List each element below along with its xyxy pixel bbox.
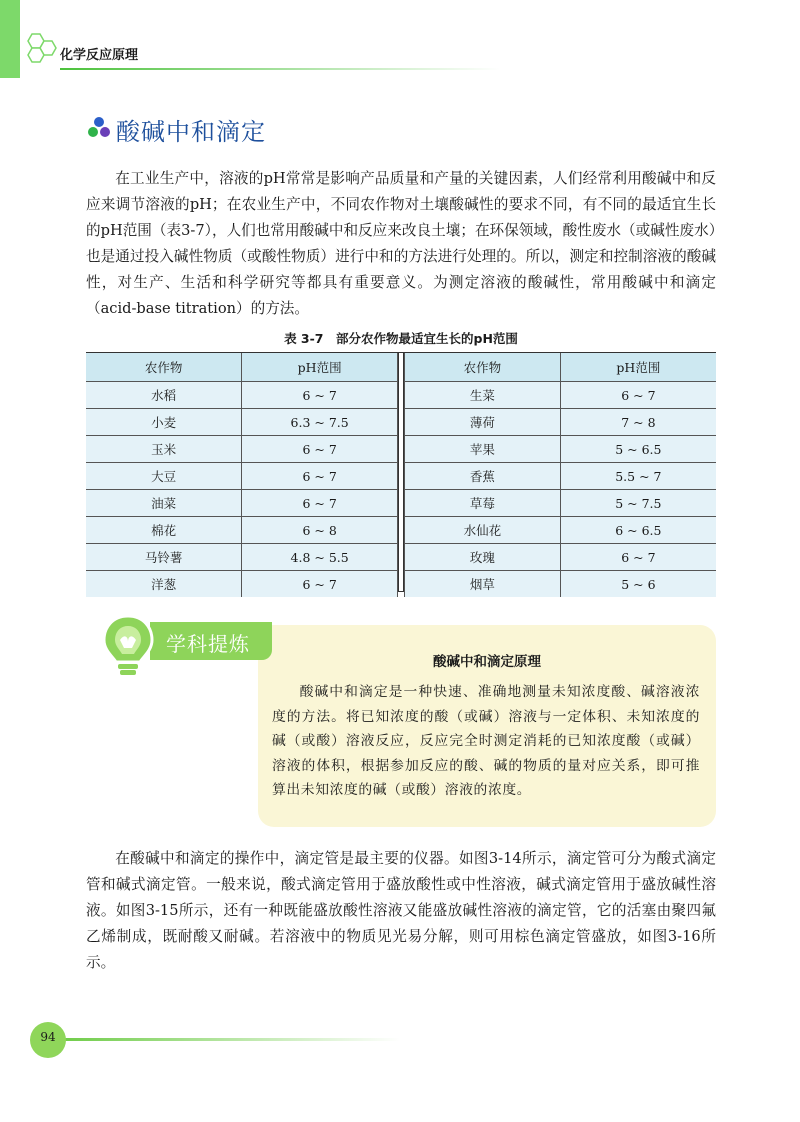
table-row [405,463,717,490]
tip-label: 学科提炼 [166,632,250,656]
crop-cell: 小麦 [86,409,242,436]
table-row [405,409,717,436]
crop-cell: 薄荷 [405,409,561,436]
ph-cell: 7 ~ 8 [560,409,716,436]
crop-cell: 玫瑰 [405,544,561,571]
crop-cell: 生菜 [405,382,561,409]
column-header: pH范围 [560,353,716,382]
crop-ph-table [86,352,716,592]
table-row [86,571,398,598]
table-caption: 表 3-7 部分农作物最适宜生长的pH范围 [284,331,518,346]
burette-paragraph: 在酸碱中和滴定的操作中，滴定管是最主要的仪器。如图3-14所示，滴定管可分为酸式滴定管和碱式滴定管。一般来说，酸式滴定管用于盛放酸性或中性溶液，碱式滴定管用于盛放碱性溶液。如图3-15所示，还有一种既能盛放酸性溶液又能盛放碱性溶液的滴定管，它的活塞由聚四氟乙烯制成，既耐酸又耐碱。若溶液中的物质见光易分解，则可用棕色滴定管盛放，如图3-16所示。 [86,850,716,971]
column-header: pH范围 [242,353,398,382]
ph-cell: 6 ~ 7 [242,463,398,490]
lightbulb-icon [100,612,156,680]
ph-cell: 5 ~ 6 [560,571,716,598]
column-header: 农作物 [86,353,242,382]
tip-body: 酸碱中和滴定是一种快速、准确地测量未知浓度酸、碱溶液浓度的方法。将已知浓度的酸（或碱）溶液与一定体积、未知浓度的碱（或酸）溶液反应，反应完全时测定消耗的已知浓度酸（或碱）溶液的体积，根据参加反应的酸、碱的物质的量对应关系，即可推算出未知浓度的碱（或酸）溶液的浓度。 [272,684,700,798]
table-row [405,571,717,598]
hexagon-logo-icon [18,30,62,74]
intro-paragraph: 在工业生产中，溶液的pH常常是影响产品质量和产量的关键因素，人们经常利用酸碱中和反应来调节溶液的pH；在农业生产中，不同农作物对土壤酸碱性的要求不同，有不同的最适宜生长的pH范围（表3-7），人们也常用酸碱中和反应来改良土壤；在环保领域，酸性废水（或碱性废水）也是通过投入碱性物质（或酸性物质）进行中和的方法进行处理的。所以，测定和控制溶液的酸碱性，对生产、生活和科学研究等都具有重要意义。为测定溶液的酸碱性，常用酸碱中和滴定（acid-base titration）的方法。 [86,170,716,317]
ph-cell: 5 ~ 6.5 [560,436,716,463]
ph-cell: 4.8 ~ 5.5 [242,544,398,571]
crop-cell: 草莓 [405,490,561,517]
crop-cell: 香蕉 [405,463,561,490]
crop-cell: 水仙花 [405,517,561,544]
table-row [405,490,717,517]
table-row [86,436,398,463]
table-row [86,409,398,436]
crop-cell: 洋葱 [86,571,242,598]
table-row [405,382,717,409]
ph-cell: 6.3 ~ 7.5 [242,409,398,436]
ph-cell: 5 ~ 7.5 [560,490,716,517]
table-row [405,436,717,463]
column-header: 农作物 [405,353,561,382]
footer-rule [60,1038,400,1041]
crop-cell: 水稻 [86,382,242,409]
crop-cell: 棉花 [86,517,242,544]
ph-cell: 6 ~ 7 [242,571,398,598]
table-row [86,382,398,409]
ph-cell: 6 ~ 7 [560,382,716,409]
table-row [86,544,398,571]
ph-cell: 6 ~ 7 [242,490,398,517]
table-row [405,517,717,544]
ph-cell: 6 ~ 8 [242,517,398,544]
ph-cell: 6 ~ 7 [560,544,716,571]
crop-cell: 苹果 [405,436,561,463]
ph-cell: 5.5 ~ 7 [560,463,716,490]
crop-cell: 大豆 [86,463,242,490]
book-title: 化学反应原理 [60,48,139,63]
tip-heading: 酸碱中和滴定原理 [433,654,541,670]
crop-cell: 马铃薯 [86,544,242,571]
crop-cell: 油菜 [86,490,242,517]
table-row [86,463,398,490]
ph-cell: 6 ~ 7 [242,436,398,463]
ph-cell: 6 ~ 6.5 [560,517,716,544]
table-row [405,544,717,571]
table-row [86,517,398,544]
table-left-half [86,353,398,591]
page-number: 94 [40,1030,56,1044]
header-color-tab [0,0,20,78]
crop-cell: 烟草 [405,571,561,598]
crop-cell: 玉米 [86,436,242,463]
ph-cell: 6 ~ 7 [242,382,398,409]
header-rule [60,68,500,70]
table-right-half [404,353,716,591]
table-row [86,490,398,517]
section-title: 酸碱中和滴定 [116,118,266,146]
molecule-cubes-icon [86,116,112,140]
